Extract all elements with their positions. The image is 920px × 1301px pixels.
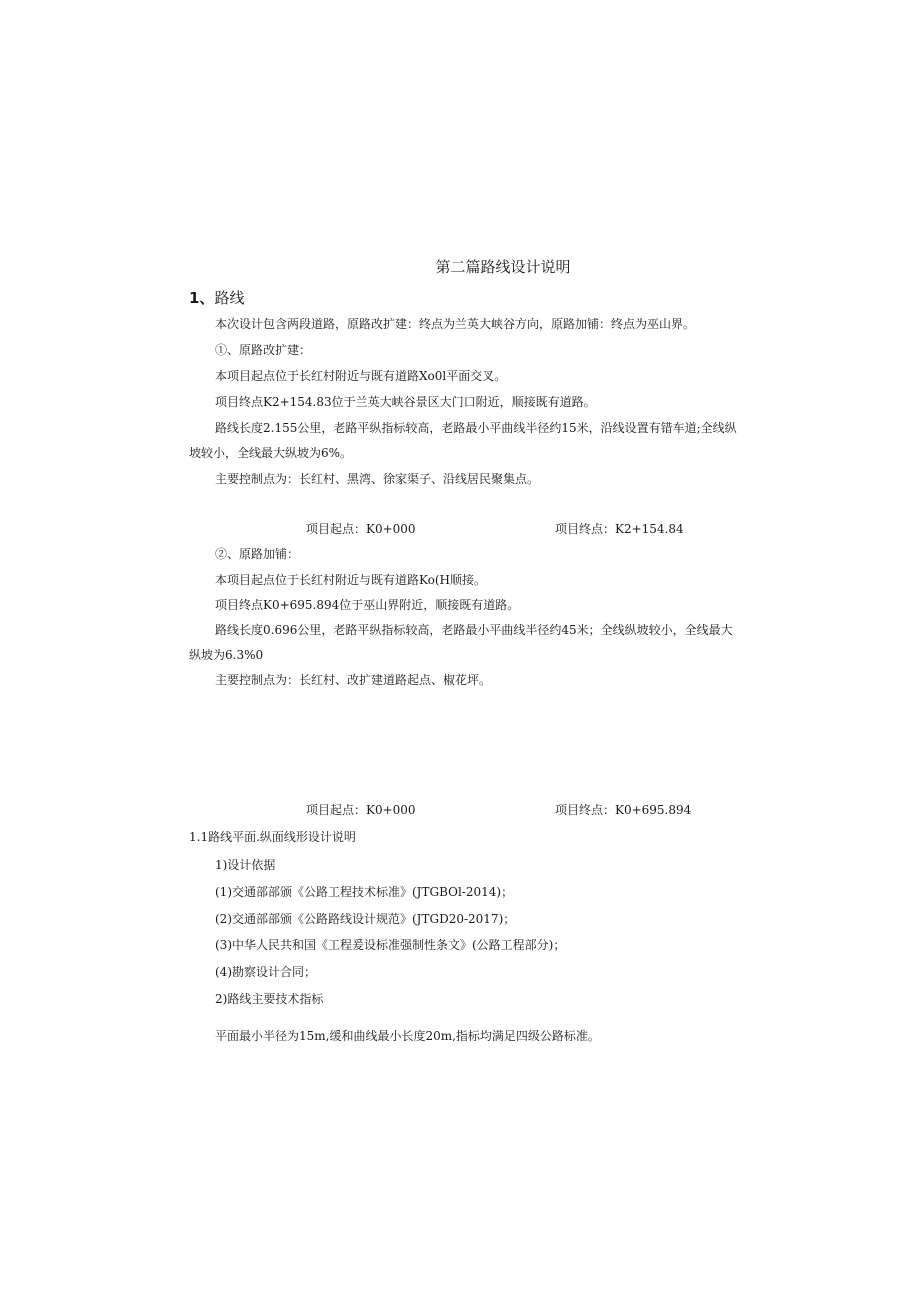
basis-item-4: (4)勘察设计合同；: [215, 965, 316, 979]
part-1-heading: ①、原路改扩建：: [215, 343, 312, 357]
page-title: 第二篇路线设计说明: [435, 258, 571, 276]
part-1-end-label: 项目终点：K2+154.84: [555, 522, 684, 536]
basis-item-1: (1)交通部部颁《公路工程技术标准》(JTGBOl-2014)；: [215, 885, 514, 899]
part-1-paragraph-1: 本项目起点位于长红村附近与既有道路Xo0l平面交叉。: [215, 369, 507, 383]
section-1-number: 1、: [189, 289, 215, 307]
indicators-heading: 2)路线主要技术指标: [215, 992, 324, 1006]
part-1-paragraph-3-line-1: 路线长度2.155公里，老路平纵指标较高，老路最小平曲线半径约15米，沿线设置有错车道;全线纵: [215, 421, 737, 435]
basis-item-2: (2)交通部部颁《公路路线设计规范》(JTGD20-2017)；: [215, 912, 516, 926]
part-1-start-label: 项目起点：K0+000: [306, 522, 416, 536]
part-2-paragraph-2: 项目终点K0+695.894位于巫山界附近，顺接既有道路。: [215, 598, 520, 612]
part-1-paragraph-4: 主要控制点为：长红村、黑湾、徐家渠子、沿线居民聚集点。: [215, 472, 540, 486]
part-2-paragraph-4: 主要控制点为：长红村、改扩建道路起点、椒花坪。: [215, 673, 492, 687]
basis-heading: 1)设计依据: [215, 858, 276, 872]
part-2-end-label: 项目终点：K0+695.894: [555, 803, 692, 817]
part-1-paragraph-3-line-2: 坡较小，全线最大纵坡为6%。: [189, 446, 353, 460]
part-2-paragraph-3-line-1: 路线长度0.696公里，老路平纵指标较高，老路最小平曲线半径约45米；全线纵坡较小，全线最大: [215, 623, 733, 637]
section-1-intro: 本次设计包含两段道路，原路改扩建：终点为兰英大峡谷方向，原路加铺：终点为巫山界。: [215, 317, 696, 331]
part-2-start-label: 项目起点：K0+000: [306, 803, 416, 817]
section-1-heading: [189, 288, 244, 308]
part-1-paragraph-2: 项目终点K2+154.83位于兰英大峡谷景区大门口附近，顺接既有道路。: [215, 395, 596, 409]
part-2-heading: ②、原路加铺：: [215, 547, 300, 561]
basis-item-3: (3)中华人民共和国《工程爰设标准强制性条文》(公路工程部分)；: [215, 938, 566, 952]
section-1-1-heading: 1.1路线平面.纵面线形设计说明: [189, 830, 356, 844]
part-2-paragraph-1: 本项目起点位于长红村附近与既有道路Ko(H顺接。: [215, 573, 487, 587]
part-2-paragraph-3-line-2: 纵坡为6.3%0: [189, 648, 264, 662]
section-1-title: 路线: [214, 289, 245, 307]
indicators-text: 平面最小半径为15m,缓和曲线最小长度20m,指标均满足四级公路标准。: [215, 1029, 600, 1043]
